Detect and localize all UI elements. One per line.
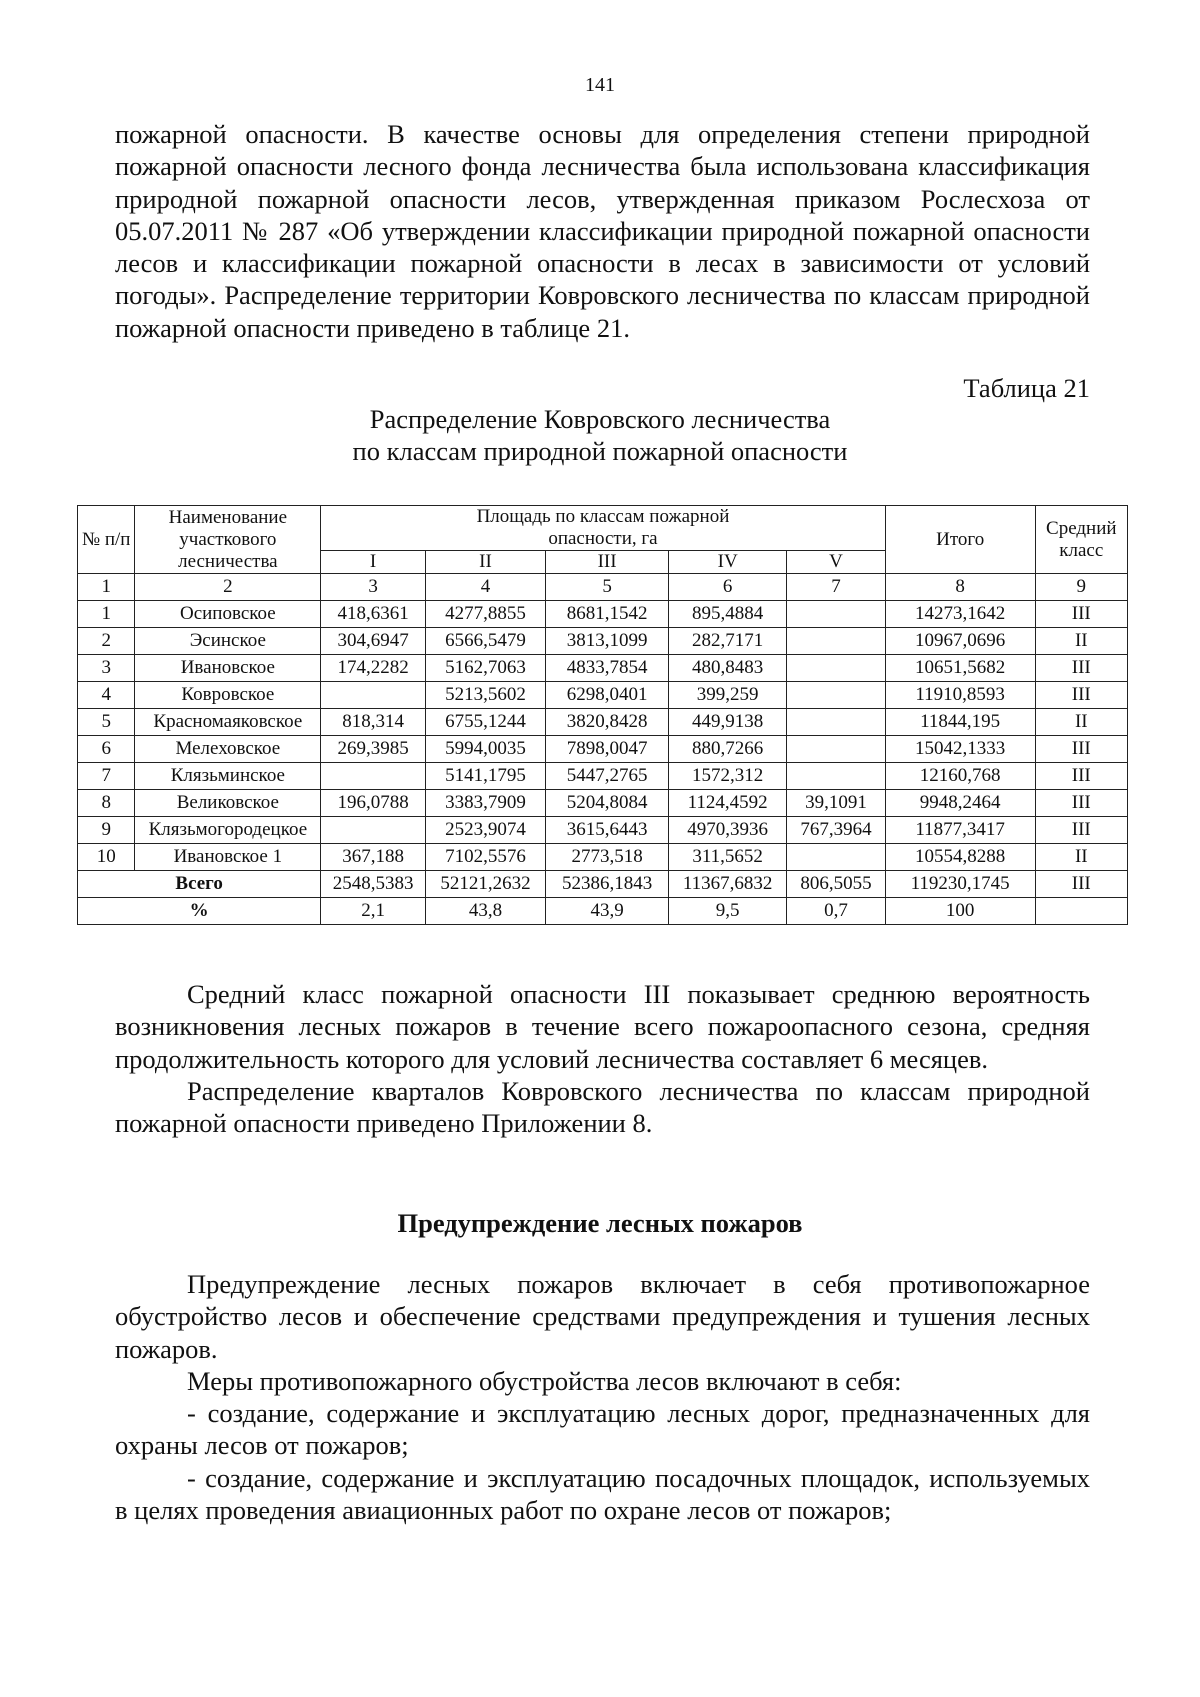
table-title-line1: Распределение Ковровского лесничества (369, 404, 831, 434)
table-row: 4 Ковровское 5213,5602 6298,0401 399,259 11910,8593 III (78, 682, 1128, 709)
table-row: 7 Клязьминское 5141,1795 5447,2765 1572,312 12160,768 III (78, 763, 1128, 790)
table-header-row (78, 506, 1128, 551)
header-class-5: V (787, 551, 886, 574)
table-label: Таблица 21 (963, 373, 1090, 403)
paragraph-measures: Меры противопожарного обустройства лесов включают в себя: (187, 1365, 902, 1396)
percent-label: % (78, 898, 321, 925)
section-heading: Предупреждение лесных пожаров (397, 1208, 803, 1238)
table-row: 8 Великовское 196,0788 3383,7909 5204,8084 1124,4592 39,1091 9948,2464 III (78, 790, 1128, 817)
bullet-roads: - создание, содержание и эксплуатацию лесных дорог, предназначенных для охраны лесов от пожаров; (115, 1398, 1090, 1461)
total-label: Всего (78, 871, 321, 898)
column-numbers-row: 1 2 3 4 5 6 7 8 9 (78, 574, 1128, 601)
table-row: 5 Красномаяковское 818,314 6755,1244 3820,8428 449,9138 11844,195 II (78, 709, 1128, 736)
page-number: 141 (585, 74, 615, 96)
header-class-3: III (546, 551, 669, 574)
table-row: 1 Осиповское 418,6361 4277,8855 8681,1542 895,4884 14273,1642 III (78, 601, 1128, 628)
table-title (0, 403, 1200, 467)
header-class-2: II (425, 551, 545, 574)
header-name: Наименование участкового лесничества (135, 506, 321, 574)
header-total: Итого (885, 506, 1035, 574)
table-total-row: Всего 2548,5383 52121,2632 52386,1843 11367,6832 806,5055 119230,1745 III (78, 871, 1128, 898)
bullet-landing: - создание, содержание и эксплуатацию посадочных площадок, используемых в целях проведения авиационных работ по охране лесов от пожаров; (115, 1462, 1090, 1526)
table-row: 3 Ивановское 174,2282 5162,7063 4833,7854 480,8483 10651,5682 III (78, 655, 1128, 682)
intro-paragraph (115, 118, 1090, 344)
header-area: Площадь по классам пожарной опасности, га (321, 506, 885, 551)
table-body (78, 601, 1128, 871)
prevention-section (115, 1268, 1090, 1526)
table-row: 9 Клязьмогородецкое 2523,9074 3615,6443 4970,3936 767,3964 11877,3417 III (78, 817, 1128, 844)
fire-danger-table (77, 505, 1128, 925)
header-class-4: IV (669, 551, 787, 574)
table-row: 2 Эсинское 304,6947 6566,5479 3813,1099 282,7171 10967,0696 II (78, 628, 1128, 655)
header-class-1: I (321, 551, 426, 574)
paragraph-quarters: Распределение кварталов Ковровского лесничества по классам природной пожарной опасности приведено Приложении 8. (115, 1075, 1090, 1139)
header-avg-class: Средний класс (1035, 506, 1127, 574)
avg-class-section (115, 978, 1090, 1139)
paragraph-avg-class: Средний класс пожарной опасности III показывает среднюю вероятность возникновения лесных пожаров в течение всего пожароопасного сезона, средняя продолжительность которого для условий лесничества составляет 6 месяцев. (115, 979, 1090, 1074)
table-title-line2: по классам природной пожарной опасности (352, 436, 848, 466)
intro-paragraph-text: пожарной опасности. В качестве основы для определения степени природной пожарной опасности лесного фонда лесничества была использована классификация природной пожарной опасности лесов, утвержденная приказом Рослесхоза от 05.07.2011 № 287 «Об утверждении классификации природной пожарной опасности лесов и классификации пожарной опасности в лесах в зависимости от условий погоды». Распределение территории Ковровского лесничества по классам природной пожарной опасности приведено в таблице 21. (115, 119, 1090, 343)
table-percent-row: % 2,1 43,8 43,9 9,5 0,7 100 (78, 898, 1128, 925)
table-row: 10 Ивановское 1 367,188 7102,5576 2773,518 311,5652 10554,8288 II (78, 844, 1128, 871)
header-num: № п/п (78, 506, 135, 574)
paragraph-prevention: Предупреждение лесных пожаров включает в себя противопожарное обустройство лесов и обеспечение средствами предупреждения и тушения лесных пожаров. (115, 1269, 1090, 1364)
table-row: 6 Мелеховское 269,3985 5994,0035 7898,0047 880,7266 15042,1333 III (78, 736, 1128, 763)
